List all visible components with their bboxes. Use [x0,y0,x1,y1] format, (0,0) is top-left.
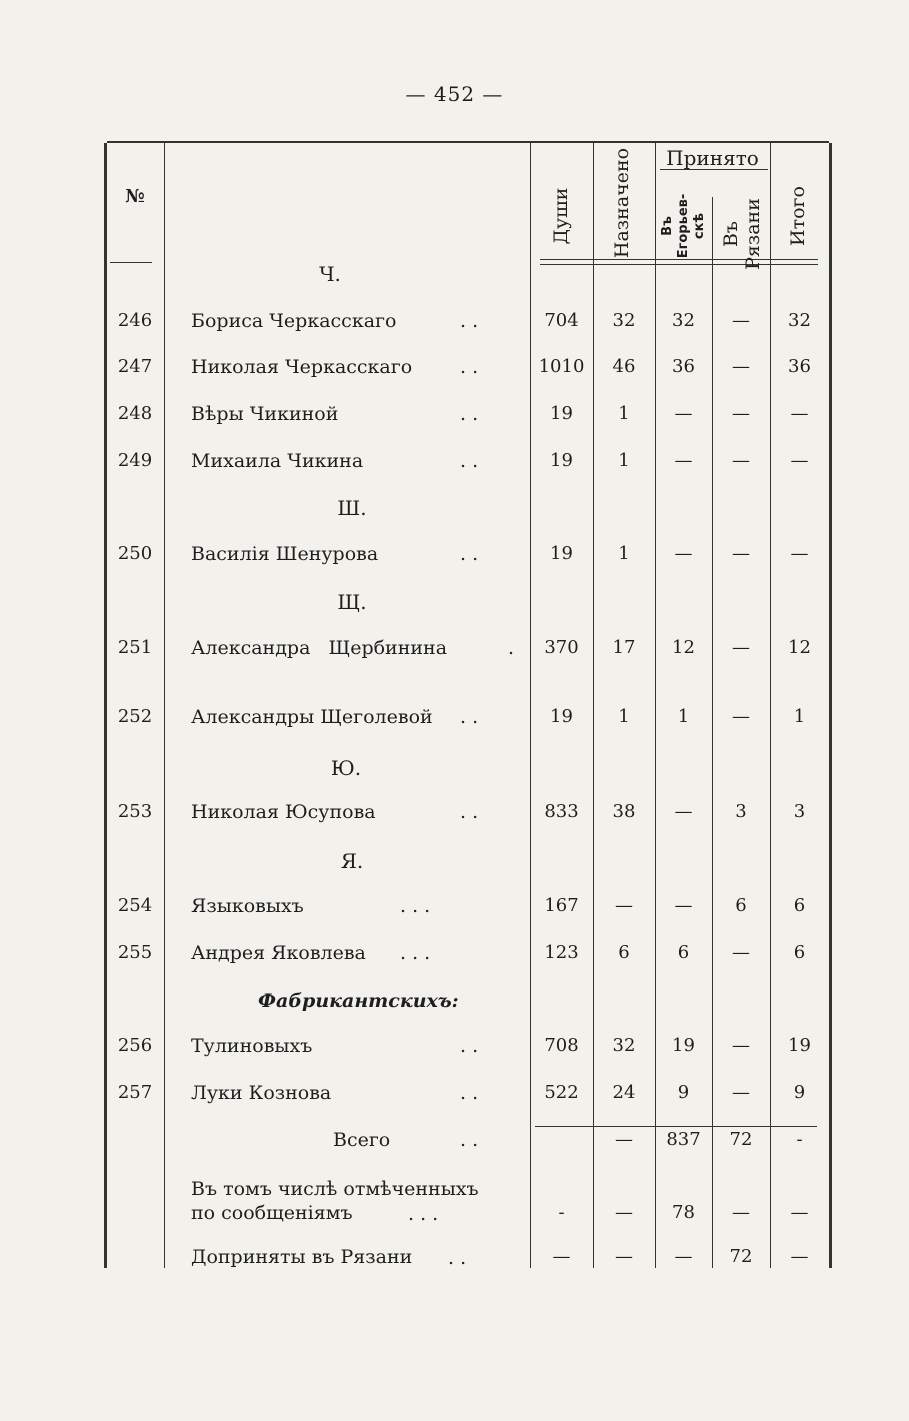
header-no: № [125,186,145,207]
row-souls: 370 [544,637,579,658]
row-total: 12 [788,637,811,658]
summary-noted-ryazan: — [732,1202,750,1223]
row-ryazan: — [732,403,750,424]
header-assigned: Назначено [611,147,633,259]
row-name: Языковыхъ [191,895,304,917]
header-bottom-rule-2 [540,264,818,265]
row-dots: . . . [400,895,431,917]
row-assigned: 1 [618,543,630,564]
summary-noted-assigned: — [615,1202,633,1223]
row-total: 3 [793,801,806,822]
row-number: 254 [117,895,153,916]
row-assigned: 46 [612,356,636,377]
header-accepted-group: Принято [666,146,759,170]
row-ryazan: — [732,310,750,331]
row-egorievsk: 6 [677,942,690,963]
summary-total-label: Всего [333,1129,391,1151]
summary-extra-total: — [790,1246,809,1267]
row-number: 255 [117,942,153,963]
page-number: — 452 — [405,82,504,106]
row-souls: 708 [544,1035,579,1056]
row-egorievsk: — [674,895,693,916]
row-egorievsk: 36 [672,356,695,377]
summary-noted-egorievsk: 78 [672,1202,695,1223]
row-total: 6 [793,895,806,916]
row-egorievsk: 32 [672,310,695,331]
row-assigned: 1 [618,706,630,727]
row-assigned: 32 [612,1035,636,1056]
summary-extra-dots: . . [448,1247,467,1269]
row-ryazan: — [732,543,750,564]
row-souls: 167 [544,895,579,916]
section-sh: Ш. [337,496,367,520]
row-name: Бориса Черкасскаго [191,310,397,332]
row-dots: . . [460,310,479,332]
row-egorievsk: 1 [677,706,690,727]
row-assigned: 32 [612,310,636,331]
row-ryazan: — [732,356,750,377]
row-ryazan: 6 [735,895,747,916]
row-dots: . . [460,450,479,472]
row-assigned: 6 [618,942,630,963]
table-top-rule [107,141,829,143]
row-name: Николая Юсупова [191,801,376,823]
row-souls: 833 [544,801,579,822]
row-name: Василія Шенурова [191,543,379,565]
row-name: Вѣры Чикиной [191,403,339,425]
section-manufacturers: Фабрикантскихъ: [258,990,459,1012]
row-assigned: 1 [618,450,630,471]
summary-total-total: - [796,1129,803,1150]
row-name: Александра Щербинина [191,637,448,659]
row-souls: 522 [544,1082,579,1103]
row-total: — [790,543,809,564]
header-total: Итого [787,186,809,246]
row-number: 247 [117,356,153,377]
summary-top-rule [535,1126,817,1127]
row-total: 32 [788,310,811,331]
header-no-rule [110,262,152,263]
row-dots: . . [460,706,479,728]
table-left-rule [104,143,107,1268]
summary-total-assigned: — [615,1129,633,1150]
row-egorievsk: — [674,801,693,822]
row-total: — [790,403,809,424]
row-total: 19 [788,1035,811,1056]
row-ryazan: 3 [735,801,747,822]
summary-total-ryazan: 72 [729,1129,753,1150]
table-right-rule [829,143,832,1268]
summary-extra-ryazan: 72 [729,1246,753,1267]
row-souls: 19 [550,543,573,564]
row-number: 249 [117,450,153,471]
row-number: 252 [117,706,153,727]
row-ryazan: — [732,706,750,727]
row-assigned: 24 [612,1082,636,1103]
row-egorievsk: — [674,450,693,471]
row-dots: . . [460,1035,479,1057]
row-ryazan: — [732,942,750,963]
row-name: Александры Щеголевой [191,706,433,728]
row-total: 6 [793,942,806,963]
row-assigned: 38 [612,801,636,822]
row-egorievsk: — [674,543,693,564]
summary-noted-line2: по сообщеніямъ [191,1202,353,1224]
row-name: Тулиновыхъ [191,1035,313,1057]
row-number: 251 [117,637,153,658]
col-divider-no [164,143,165,1268]
summary-extra-egorievsk: — [674,1246,693,1267]
row-assigned: 17 [612,637,636,658]
row-name: Николая Черкасскаго [191,356,413,378]
row-souls: 19 [550,403,573,424]
row-number: 246 [117,310,153,331]
row-souls: 19 [550,706,573,727]
summary-total-egorievsk: 837 [666,1129,701,1150]
row-egorievsk: 12 [672,637,695,658]
row-ryazan: — [732,637,750,658]
row-name: Михаила Чикина [191,450,364,472]
summary-extra-souls: — [552,1246,571,1267]
section-ya: Я. [340,849,364,873]
row-total: — [790,450,809,471]
row-ryazan: — [732,1082,750,1103]
row-total: 9 [793,1082,806,1103]
header-souls: Души [550,187,572,245]
section-shch: Щ. [337,590,367,614]
row-dots: . . . [400,942,431,964]
row-number: 248 [117,403,153,424]
summary-extra-label: Доприняты въ Рязани [191,1246,413,1268]
row-name: Луки Кознова [191,1082,332,1104]
header-egorievsk: Въ Егорьев-скѣ [660,193,707,259]
row-souls: 704 [544,310,579,331]
row-dots: . [508,637,515,659]
row-egorievsk: 9 [677,1082,690,1103]
summary-noted-dots: . . . [408,1203,439,1225]
row-name: Андрея Яковлева [191,942,366,964]
row-total: 1 [793,706,806,727]
row-egorievsk: 19 [672,1035,695,1056]
summary-extra-assigned: — [615,1246,633,1267]
section-ch: Ч. [319,262,341,286]
section-yu: Ю. [330,756,362,780]
row-souls: 19 [550,450,573,471]
summary-noted-line1: Въ томъ числѣ отмѣченныхъ [191,1178,479,1200]
row-number: 257 [117,1082,153,1103]
row-souls: 1010 [538,356,585,377]
row-number: 256 [117,1035,153,1056]
row-souls: 123 [544,942,579,963]
summary-noted-total: — [790,1202,809,1223]
row-dots: . . [460,356,479,378]
row-assigned: — [615,895,633,916]
row-ryazan: — [732,1035,750,1056]
row-ryazan: — [732,450,750,471]
row-egorievsk: — [674,403,693,424]
row-dots: . . [460,1082,479,1104]
row-dots: . . [460,801,479,823]
row-dots: . . [460,543,479,565]
row-total: 36 [788,356,811,377]
row-number: 250 [117,543,153,564]
row-assigned: 1 [618,403,630,424]
summary-total-dots: . . [460,1129,479,1151]
row-dots: . . [460,403,479,425]
summary-noted-souls: - [558,1202,565,1223]
row-number: 253 [117,801,153,822]
header-ryazan: Въ Рязани [720,198,764,270]
